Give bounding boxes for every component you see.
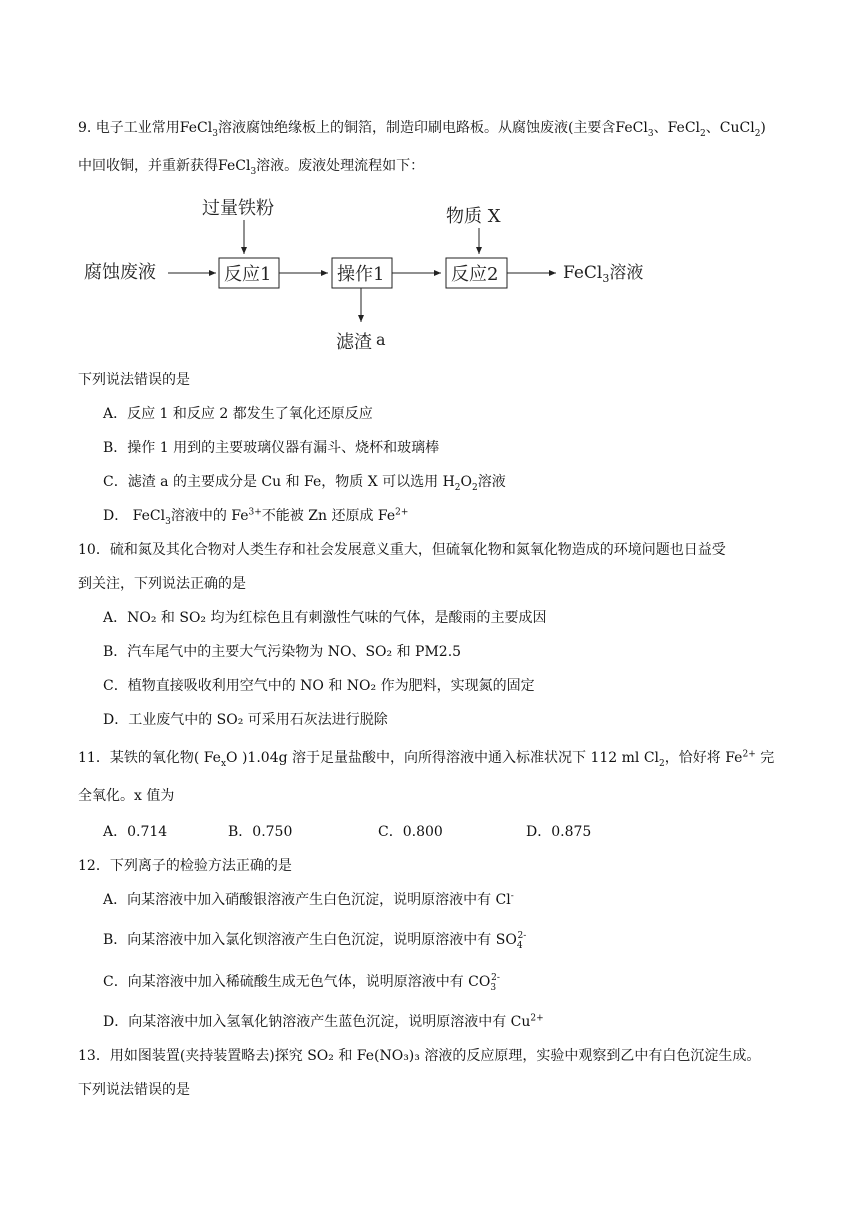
q12-stem: 12．下列离子的检验方法正确的是 [78, 858, 292, 874]
q10-line1: 10．硫和氮及其化合物对人类生存和社会发展意义重大，但硫氧化物和氮氧化物造成的环境问题也日益受 [78, 542, 726, 558]
q10-line2: 到关注，下列说法正确的是 [78, 576, 246, 592]
box-operation1-label: 操作1 [337, 264, 385, 285]
q10-option-d: D．工业废气中的 SO₂ 可采用石灰法进行脱除 [103, 712, 388, 728]
q10-option-c: C．植物直接吸收利用空气中的 NO 和 NO₂ 作为肥料，实现氮的固定 [103, 678, 535, 694]
q12-option-c: C．向某溶液中加入稀硫酸生成无色气体，说明原溶液中有 $CO_3^{2-}$ [103, 973, 500, 993]
reagent-x: 物质 X [446, 206, 501, 227]
q11-option-d: D．0.875 [526, 824, 592, 840]
q11-option-b: B．0.750 [228, 824, 293, 840]
q10-option-b: B．汽车尾气中的主要大气污染物为 NO、SO₂ 和 PM2.5 [103, 644, 462, 660]
q11-options [103, 822, 591, 842]
q13-line1: 13．用如图装置(夹持装置略去)探究 SO₂ 和 Fe(NO₃)₃ 溶液的反应原理，实验中观察到乙中有白色沉淀生成。 [78, 1048, 761, 1064]
q12-option-d: D．向某溶液中加入氢氧化钠溶液产生蓝色沉淀，说明原溶液中有 $Cu^{2+}$ [103, 1013, 544, 1030]
input-label: 腐蚀废液 [84, 262, 156, 283]
box-reaction2-label: 反应2 [451, 264, 499, 285]
q12-option-b: B．向某溶液中加入氯化钡溶液产生白色沉淀，说明原溶液中有 $SO_4^{2-}$ [103, 931, 527, 951]
residue-letter: a [376, 330, 386, 349]
q9-option-c: C．滤渣 a 的主要成分是 Cu 和 Fe，物质 X 可以选用 $H_2O_2$溶液 [103, 474, 506, 493]
reagent-iron-powder: 过量铁粉 [202, 198, 274, 219]
q9-line1: 9. 电子工业常用FeCl$_3$溶液腐蚀绝缘板上的铜箔，制造印刷电路板。从腐蚀废液(主要含FeCl$_3$、FeCl$_2$、CuCl$_2$) [78, 120, 766, 139]
residue-label: 滤渣 [336, 332, 372, 353]
q9-option-a: A．反应 1 和反应 2 都发生了氧化还原反应 [103, 406, 373, 422]
q13-line2: 下列说法错误的是 [78, 1082, 190, 1098]
process-flow-diagram [78, 190, 668, 360]
q11-option-c: C．0.800 [378, 824, 443, 840]
q9-option-d: D． FeCl$_3$溶液中的 $Fe^{3+}$不能被 Zn 还原成 $Fe^{2+}$ [103, 507, 409, 527]
q9-option-b: B．操作 1 用到的主要玻璃仪器有漏斗、烧杯和玻璃棒 [103, 440, 440, 456]
box-reaction1-label: 反应1 [224, 264, 272, 285]
q9-line2: 中回收铜，并重新获得FeCl$_3$溶液。废液处理流程如下： [78, 158, 425, 177]
q11-option-a: A．0.714 [103, 824, 168, 840]
q12-option-a: A．向某溶液中加入硝酸银溶液产生白色沉淀，说明原溶液中有 Cl- [103, 891, 514, 908]
q10-option-a: A．NO₂ 和 SO₂ 均为红棕色且有刺激性气味的气体，是酸雨的主要成因 [103, 610, 547, 626]
q11-line2: 全氧化。x 值为 [78, 788, 175, 804]
q9-stem: 下列说法错误的是 [78, 372, 190, 388]
q11-line1: 11．某铁的氧化物( $Fe_xO$ )1.04g 溶于足量盐酸中，向所得溶液中通入标准状况下 112 ml $Cl_2$，恰好将 $Fe^{2+}$ 完 [78, 749, 775, 769]
output-label: FeCl$_3$溶液 [563, 263, 644, 285]
